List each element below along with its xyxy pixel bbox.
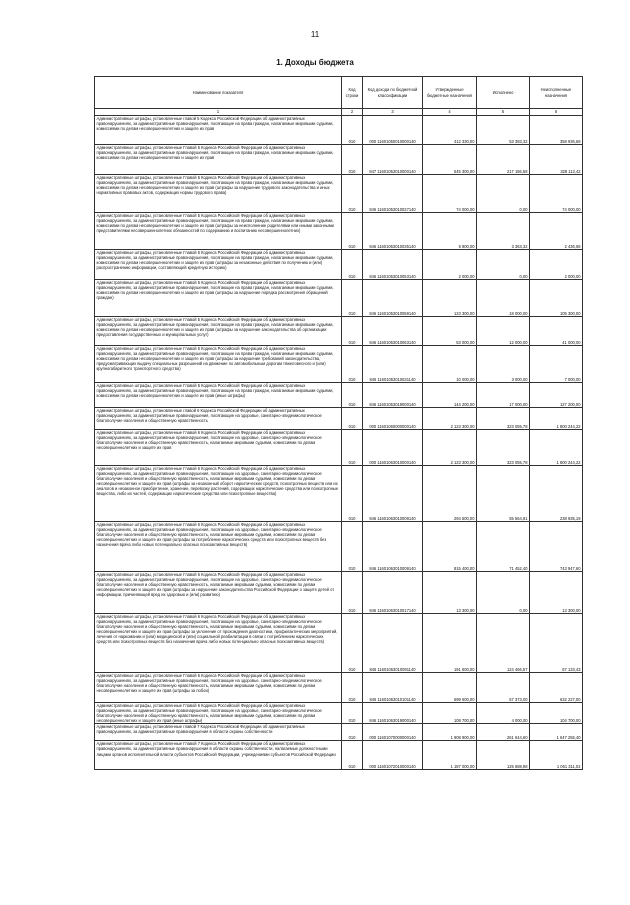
row-name: Административные штрафы, установленные Главой 5 Кодекса Российской Федерации об административных правонарушениях, за административные правонарушения, посягающие на права граждан, налагаемые мировыми судьями, комиссиями по делам несовершеннолетних и защите их прав (штрафы за неисполнение родителями или иными законными представителями несовершеннолетних обязанностей по содержанию и воспитанию несовершеннолетних) <box>95 213 342 250</box>
row-executed: 217 186,58 <box>477 145 530 175</box>
table-row <box>95 673 583 703</box>
header-executed: Исполнено <box>477 77 530 109</box>
row-name: Административные штрафы, установленные Главой 5 Кодекса Российской Федерации об административных правонарушениях, за административные правонарушения, посягающие на права граждан, налагаемые мировыми судьями, комиссиями по делам несовершеннолетних и защите их прав (штрафы за незаконные действия по получению и (или) распространению информации, составляющей кредитную историю) <box>95 250 342 280</box>
row-line-code: 010 <box>342 572 363 614</box>
row-name: Административные штрафы, установленные Главой 5 Кодекса Российской Федерации об административных правонарушениях, за административные правонарушения, посягающие на права граждан, налагаемые мировыми судьями, комиссиями по делам несовершеннолетних и защите их прав <box>95 145 342 175</box>
column-number: 3 <box>363 109 423 116</box>
row-line-code: 010 <box>342 175 363 213</box>
header-approved: Утвержденные бюджетные назначения <box>423 77 477 109</box>
row-name: Административные штрафы, установленные Главой 7 Кодекса Российской Федерации об административных правонарушениях, за административные правонарушения в области охраны собственности, налагаемые должностными лицами органов исполнительной власти субъектов Российской Федерации, учреждениями субъектов Российской Федерации <box>95 741 342 770</box>
section-title: 1. Доходы бюджета <box>276 58 354 67</box>
row-line-code: 010 <box>342 703 363 724</box>
row-approved: 412 330,00 <box>423 116 477 145</box>
row-unexecuted: 2 000,00 <box>530 250 583 280</box>
header-name: Наименование показателя <box>95 77 342 109</box>
row-line-code: 010 <box>342 280 363 317</box>
table-row <box>95 383 583 408</box>
row-executed: 71 452,40 <box>477 522 530 572</box>
row-executed: 0,00 <box>477 250 530 280</box>
row-name: Административные штрафы, установленные Главой 5 Кодекса Российской Федерации об административных правонарушениях, за административные правонарушения, посягающие на права граждан, налагаемые мировыми судьями, комиссиями по делам несовершеннолетних и защите их прав (штрафы за нарушение трудового законодательства и иных нормативных правовых актов, содержащих нормы трудового права) <box>95 175 342 213</box>
row-approved: 294 500,00 <box>423 466 477 522</box>
column-number: 4 <box>423 109 477 116</box>
row-unexecuted: 74 000,00 <box>530 175 583 213</box>
column-number: 5 <box>477 109 530 116</box>
table-row <box>95 116 583 145</box>
row-line-code: 010 <box>342 408 363 430</box>
row-line-code: 010 <box>342 383 363 408</box>
row-approved: 2 123 300,00 <box>423 430 477 466</box>
table-row <box>95 724 583 741</box>
row-line-code: 010 <box>342 116 363 145</box>
row-executed: 17 000,00 <box>477 383 530 408</box>
row-line-code: 010 <box>342 673 363 703</box>
row-name: Административные штрафы, установленные главой 7 Кодекса Российской Федерации об административных правонарушениях, за административные правонарушения в области охраны собственности <box>95 724 342 741</box>
row-unexecuted: 1 647 255,40 <box>530 724 583 741</box>
row-approved: 1 908 900,00 <box>423 724 477 741</box>
table-row <box>95 175 583 213</box>
row-unexecuted: 7 000,00 <box>530 346 583 383</box>
row-executed: 12 000,00 <box>477 317 530 346</box>
table-row <box>95 741 583 770</box>
table-header-row <box>95 77 583 109</box>
column-number: 2 <box>342 109 363 116</box>
row-approved: 5 800,00 <box>423 213 477 250</box>
row-executed: 0,00 <box>477 572 530 614</box>
row-approved: 53 000,00 <box>423 317 477 346</box>
row-name: Административные штрафы, установленные Главой 6 Кодекса Российской Федерации об административных правонарушениях, за административные правонарушения, посягающие на здоровье, санитарно-эпидемиологическое благополучие населения и общественную нравственность, налагаемые мировыми судьями, комиссиями по делам несовершеннолетних и защите их прав (штрафы за побои) <box>95 673 342 703</box>
row-income-code: 846 11601053010035140 <box>363 213 423 250</box>
row-executed: 323 055,78 <box>477 408 530 430</box>
row-line-code: 010 <box>342 213 363 250</box>
row-unexecuted: 328 113,42 <box>530 145 583 175</box>
table-row <box>95 280 583 317</box>
row-name: Административные штрафы, установленные Главой 6 Кодекса Российской Федерации об административных правонарушениях, за административные правонарушения, посягающие на здоровье, санитарно-эпидемиологическое благополучие населения и общественную нравственность, налагаемые мировыми судьями, комиссиями по делам несовершеннолетних и защите их прав (штрафы за потребление наркотических средств или психотропных веществ без назначения врача либо новых потенциально опасных психоактивных веществ) <box>95 522 342 572</box>
row-unexecuted: 2 436,68 <box>530 213 583 250</box>
row-name: Административные штрафы, установленные Главой 6 Кодекса Российской Федерации об административных правонарушениях, за административные правонарушения, посягающие на здоровье, санитарно-эпидемиологическое благополучие населения и общественную нравственность, налагаемые мировыми судьями, комиссиями по делам несовершеннолетних и защите их прав (иные штрафы) <box>95 703 342 724</box>
row-approved: 2 000,00 <box>423 250 477 280</box>
row-approved: 108 700,00 <box>423 703 477 724</box>
row-income-code: 846 11601063010101140 <box>363 673 423 703</box>
row-income-code: 000 11601063010000140 <box>363 430 423 466</box>
row-executed: 18 000,00 <box>477 280 530 317</box>
row-income-code: 000 11601070000000140 <box>363 724 423 741</box>
column-number: 1 <box>95 109 342 116</box>
row-approved: 2 123 300,00 <box>423 408 477 430</box>
row-executed: 261 644,60 <box>477 724 530 741</box>
row-approved: 815 400,00 <box>423 522 477 572</box>
row-income-code: 000 11601072010000140 <box>363 741 423 770</box>
table-row <box>95 317 583 346</box>
row-line-code: 010 <box>342 250 363 280</box>
table-row <box>95 522 583 572</box>
row-income-code: 846 11601053010059140 <box>363 280 423 317</box>
row-name: Административные штрафы, установленные Главой 6 Кодекса Российской Федерации об административных правонарушениях, за административные правонарушения, посягающие на здоровье, санитарно-эпидемиологическое благополучие населения и общественную нравственность, налагаемые мировыми судьями, комиссиями по делам несовершеннолетних и защите их прав (штрафы за уклонение от прохождения диагностики, профилактических мероприятий, лечения от наркомании и (или) медицинской и (или) социальной реабилитации в связи с потреблением наркотических средств или психотропных веществ без назначения врача либо новых потенциально опасных психоактивных веществ) <box>95 614 342 673</box>
row-unexecuted: 358 936,68 <box>530 116 583 145</box>
row-income-code: 846 11601053010053140 <box>363 250 423 280</box>
table-row <box>95 614 583 673</box>
row-unexecuted: 104 700,00 <box>530 703 583 724</box>
table-row <box>95 145 583 175</box>
row-executed: 67 373,00 <box>477 673 530 703</box>
row-income-code: 846 11601053010027140 <box>363 175 423 213</box>
row-unexecuted: 1 800 244,22 <box>530 408 583 430</box>
row-approved: 144 200,00 <box>423 383 477 408</box>
row-unexecuted: 13 300,00 <box>530 572 583 614</box>
row-unexecuted: 743 947,60 <box>530 522 583 572</box>
row-income-code: 846 11601063010017140 <box>363 572 423 614</box>
table-row <box>95 703 583 724</box>
row-executed: 0,00 <box>477 175 530 213</box>
row-line-code: 010 <box>342 430 363 466</box>
row-approved: 545 300,00 <box>423 145 477 175</box>
row-unexecuted: 105 300,00 <box>530 280 583 317</box>
table-row <box>95 213 583 250</box>
row-name: Административные штрафы, установленные Главой 6 Кодекса Российской Федерации об административных правонарушениях, за административные правонарушения, посягающие на здоровье, санитарно-эпидемиологическое благополучие населения и общественную нравственность, налагаемые мировыми судьями, комиссиями по делам несовершеннолетних и защите их прав (штрафы за нарушение законодательства Российской Федерации о защите детей от информации, причиняющей вред их здоровью и (или) развитию) <box>95 572 342 614</box>
row-income-code: 846 11601053019000140 <box>363 383 423 408</box>
row-unexecuted: 41 000,00 <box>530 317 583 346</box>
row-executed: 125 688,98 <box>477 741 530 770</box>
row-line-code: 010 <box>342 346 363 383</box>
row-income-code: 846 11601063019000140 <box>363 703 423 724</box>
row-income-code: 846 11601063010091140 <box>363 614 423 673</box>
row-name: Административные штрафы, установленные Главой 5 Кодекса Российской Федерации об административных правонарушениях, за административные правонарушения, посягающие на права граждан, налагаемые мировыми судьями, комиссиями по делам несовершеннолетних и защите их прав (штрафы за нарушение законодательства об организации предоставления государственных и муниципальных услуг) <box>95 317 342 346</box>
row-name: Административные штрафы, установленные Главой 5 Кодекса Российской Федерации об административных правонарушениях, за административные правонарушения, посягающие на права граждан, налагаемые мировыми судьями, комиссиями по делам несовершеннолетних и защите их прав (иные штрафы) <box>95 383 342 408</box>
row-line-code: 010 <box>342 466 363 522</box>
row-name: Административные штрафы, установленные главой 6 Кодекса Российской Федерации об административных правонарушениях, за административные правонарушения, посягающие на здоровье, санитарно-эпидемиологическое благополучие населения и общественную нравственность <box>95 408 342 430</box>
header-unexecuted: Неисполненные назначения <box>530 77 583 109</box>
row-name: Административные штрафы, установленные главой 5 Кодекса Российской Федерации об административных правонарушениях, за административные правонарушения, посягающие на права граждан, налагаемые мировыми судьями, комиссиями по делам несовершеннолетних и защите их прав <box>95 116 342 145</box>
table-row <box>95 466 583 522</box>
row-income-code: 846 11601063010008140 <box>363 466 423 522</box>
table-row <box>95 346 583 383</box>
row-approved: 1 187 000,00 <box>423 741 477 770</box>
row-approved: 10 000,00 <box>423 346 477 383</box>
income-table <box>94 76 583 770</box>
table-row <box>95 408 583 430</box>
row-approved: 74 000,00 <box>423 175 477 213</box>
column-number: 6 <box>530 109 583 116</box>
row-income-code: 000 11601060000000140 <box>363 408 423 430</box>
row-line-code: 010 <box>342 145 363 175</box>
row-unexecuted: 67 133,43 <box>530 614 583 673</box>
header-line-code: Код строки <box>342 77 363 109</box>
table-row <box>95 572 583 614</box>
row-line-code: 010 <box>342 724 363 741</box>
row-unexecuted: 632 227,00 <box>530 673 583 703</box>
row-executed: 3 363,32 <box>477 213 530 250</box>
table-row <box>95 430 583 466</box>
row-executed: 3 000,00 <box>477 346 530 383</box>
row-name: Административные штрафы, установленные Главой 6 Кодекса Российской Федерации об административных правонарушениях, за административные правонарушения, посягающие на здоровье, санитарно-эпидемиологическое благополучие населения и общественную нравственность, налагаемые мировыми судьями, комиссиями по делам несовершеннолетних и защите их прав (штрафы за незаконный оборот наркотических средств, психотропных веществ или их аналогов и незаконное приобретение, хранение, перевозку растений, содержащих наркотические средства или психотропные вещества, либо их частей, содержащих наркотические средства или психотропные вещества) <box>95 466 342 522</box>
row-unexecuted: 1 800 244,22 <box>530 430 583 466</box>
page-number: 11 <box>310 30 320 39</box>
row-income-code: 846 11601053010631140 <box>363 346 423 383</box>
row-name: Административные штрафы, установленные Главой 5 Кодекса Российской Федерации об административных правонарушениях, за административные правонарушения, посягающие на права граждан, налагаемые мировыми судьями, комиссиями по делам несовершеннолетних и защите их прав (штрафы за нарушение требований законодательства, предусматривающих выдачу специальных разрешений на движение по автомобильным дорогам тяжеловесного и (или) крупногабаритного транспортного средства) <box>95 346 342 383</box>
table-row <box>95 250 583 280</box>
row-line-code: 010 <box>342 614 363 673</box>
row-income-code: 847 11601053010000140 <box>363 145 423 175</box>
row-income-code: 846 11601053010063140 <box>363 317 423 346</box>
row-unexecuted: 238 935,19 <box>530 466 583 522</box>
row-unexecuted: 127 200,00 <box>530 383 583 408</box>
row-executed: 323 055,78 <box>477 430 530 466</box>
row-executed: 53 393,32 <box>477 116 530 145</box>
row-income-code: 846 11601063010009140 <box>363 522 423 572</box>
row-line-code: 010 <box>342 522 363 572</box>
row-unexecuted: 1 061 311,02 <box>530 741 583 770</box>
header-income-code: Код дохода по бюджетной классификации <box>363 77 423 109</box>
column-number-row <box>95 109 583 116</box>
row-name: Административные штрафы, установленные Главой 6 Кодекса Российской Федерации об административных правонарушениях, за административные правонарушения, посягающие на здоровье, санитарно-эпидемиологическое благополучие населения и общественную нравственность, налагаемые мировыми судьями, комиссиями по делам несовершеннолетних и защите их прав <box>95 430 342 466</box>
row-approved: 191 600,00 <box>423 614 477 673</box>
row-executed: 124 466,57 <box>477 614 530 673</box>
row-income-code: 000 11601050010000140 <box>363 116 423 145</box>
row-approved: 123 300,00 <box>423 280 477 317</box>
row-executed: 4 000,00 <box>477 703 530 724</box>
row-line-code: 010 <box>342 317 363 346</box>
row-executed: 55 564,81 <box>477 466 530 522</box>
row-approved: 699 600,00 <box>423 673 477 703</box>
row-line-code: 010 <box>342 741 363 770</box>
row-approved: 13 300,00 <box>423 572 477 614</box>
row-name: Административные штрафы, установленные Главой 5 Кодекса Российской Федерации об административных правонарушениях, за административные правонарушения, посягающие на права граждан, налагаемые мировыми судьями, комиссиями по делам несовершеннолетних и защите их прав (штрафы за нарушение порядка рассмотрения обращений граждан) <box>95 280 342 317</box>
